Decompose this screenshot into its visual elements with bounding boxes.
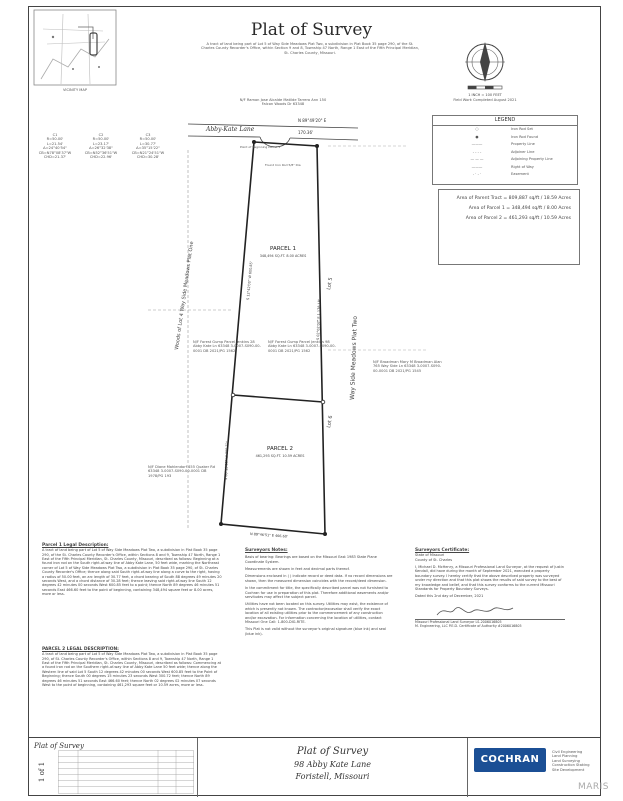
road-bearing: N 89°49'20" E [298, 118, 327, 123]
watermark: MARIS [577, 782, 609, 792]
legend-title: LEGEND [433, 116, 577, 126]
note-item: In the commitment for title, the specifically described parcel was not furnished to Cochran for use in preparation of this plat. Therefore additional easements and/or servitudes may affect the subject parcel. [245, 586, 389, 600]
surveyors-certificate [415, 548, 565, 628]
field-date-note: Field Work Completed August 2021 [453, 98, 517, 102]
legend-symbol: - · - · [472, 172, 482, 176]
curve-value: Δ=26°32'38" [89, 146, 113, 151]
curve-value: R=50.00' [92, 137, 110, 142]
curve-value: CHD=30.28' [136, 155, 160, 160]
note-item: This Plat is not valid without the surveyor's original signature (blue ink) and seal (blue ink). [245, 627, 386, 636]
curve-value: R=50.00' [139, 137, 157, 142]
sheet-number: 1 of 1 [38, 761, 46, 783]
legend-row [433, 134, 577, 142]
lot-5-label: Lot 5 [326, 276, 335, 291]
legend-symbol: ——— [471, 164, 483, 169]
service-item: Civil Engineering [552, 750, 583, 754]
surveyors-notes-heading: Surveyors Notes: [245, 548, 288, 553]
firm-logo [474, 748, 546, 772]
parcel-1-description-body: A tract of land being part of Lot 5 of Way Side Meadows Plat Two, a subdivision in Plat Book 35 page 290, of the St. Charles County Recorder's Office, within Sections 8 and 9, Township 47 North, Range 1 East of the Fifth Principal Meridian, St. Charles County, Missouri, described as follows: Beginning at a found iron rod on the South right-of-way line of Abby Kate Lane, 50 feet wide, marking the Northeast corner of Lot 5 of Way Side Meadows Plat Two, a subdivision in Plat Book 35 page 290, of St. Charles County Recorder's Office; thence along said South right-of-way line along a curve to the right, having a radius of 50.00 feet, an arc length of 30.77 feet, a chord bearing of South 88 degrees 49 minutes 20 seconds West, and a chord distance of 30.28 feet; thence leaving said right-of-way line South 12 degrees 42 minutes 00 seconds West 600.85 feet to a point; thence North 89 degrees 46 minutes 51 seconds East 466.60 feet to the point of beginning, containing 348,494 square feet or 8.00 acres, more or less. [42, 548, 222, 597]
service-item: Construction Staking [552, 763, 590, 768]
curve-value: L=21.54' [46, 141, 64, 146]
legend-symbol: ——— [471, 142, 483, 146]
title-block-main-cell [198, 738, 468, 797]
curve-value: CHD=22.96' [89, 155, 113, 160]
curve-value: R=50.00' [46, 137, 64, 142]
parcel-2-description [42, 647, 222, 687]
legend-symbol: - - - - [472, 149, 482, 154]
legend-row [433, 141, 577, 149]
parcel-2-description-body: A tract of land being part of Lot 5 of Way Side Meadows Plat Two, a subdivision in Plat Book 35 page 290, of St. Charles County Recorder's Office, within Sections 8 and 9, Township 47 North, Range 1 East of the Fifth Principal Meridian, St. Charles County, Missouri, described as follows: Commencing at a found iron rod on the Southern right-of-way line of Abby Kate Lane 50 feet wide; thence along the Western line of said Lot 5 South 12 degrees 42 minutes 00 seconds West 600.85 feet to the Point of Beginning; thence South 00 degrees 15 minutes 23 seconds West 300.72 feet; thence North 89 degrees 46 minutes 51 seconds East 466.60 feet; thence North 02 degrees 02 minutes 07 seconds West to the point of beginning, containing 461,293 square feet or 10.59 acres, more or less. [42, 652, 221, 688]
curve-id: C1 [52, 133, 58, 137]
certificate-date: Dated this 2nd day of December, 2021 [415, 594, 484, 599]
title-block-title: Plat of Survey [296, 746, 369, 757]
parcel-1-area: 348,494 SQ.FT. 8.00 ACRES [259, 254, 307, 258]
legend-label: Property Line [511, 142, 535, 146]
adjoiner-note: N/F Broadman Mary M Broadman Alan 765 Way Side Ln 63348 3-0007-S090-00-0001 DB 2021/PG 1545 [373, 360, 442, 373]
service-item: Land Planning [552, 754, 578, 759]
intro-note: A tract of land being part of Lot 5 of Way Side Meadows Plat Two, a subdivision in Plat Book 35 page 290, of the St. Charles County Recorder's Office, within Section 9 and 8, Township 47 North, Range 1 East of the Fifth Principal Meridian, St. Charles County, Missouri. [200, 42, 420, 55]
surveyors-notes [245, 548, 395, 636]
curve-id: C3 [145, 133, 151, 137]
vicinity-map [33, 9, 117, 93]
parcel-2-description-heading: PARCEL 2 LEGAL DESCRIPTION: [42, 647, 119, 652]
parcel-1-description [42, 543, 222, 597]
note-item: Dimensions enclosed in ( ) indicate record or deed data. If no record dimensions are shown, then the measured dimension coincides with the record/deed dimension. [245, 574, 393, 583]
area-summary-box [438, 189, 580, 265]
bearing-west-lower: S 00°15'23" W 300.72' [224, 441, 230, 481]
note-item: Basis of bearing: Bearings are based on the Missouri East 1983 State Plane Coordinate System. [245, 555, 377, 564]
adjoiner-note: N/F Diane Mahlendorf 455 Quaker Rd 63348 3-0007-S090-00-0001 DB 1978/PG 193 [148, 465, 216, 478]
curve-value: Δ=35°15'22" [136, 146, 160, 151]
vicinity-map-label: VICINITY MAP [62, 88, 88, 92]
service-item: Land Surveying [552, 758, 580, 763]
title-block-sheet-cell [28, 738, 198, 797]
title-block-address: 98 Abby Kate Lane [293, 760, 371, 769]
curve-value: CHD=21.37' [43, 155, 67, 160]
bearing-west-upper: S 12°42'00" W 600.85' [246, 261, 254, 301]
legend-row [433, 171, 577, 179]
legend-label: Adjoiner Line [511, 149, 535, 154]
certificate-body: I, Michael D. McHenry, a Missouri Professional Land Surveyor, at the request of Justin Kendall, did have during the month of September 2021, executed a property boundary survey. I hereby certify that the above described property was surveyed under my direction and that this plat shows the results of said survey to the best of my knowledge and belief, and that this survey conforms to the current Missouri Standards for Property Boundary Surveys. [415, 565, 564, 592]
certificate-state: State of Missouri [415, 553, 445, 558]
owner-top: N/F Ramon Jose Alcalde Matilde Tarrero Ann 150 Falcon Woods Dr 63348 [239, 98, 327, 107]
certificate-signer: Missouri Professional Land Surveyor LS-2006016805 [415, 619, 565, 624]
bearing-south: N 89°46'51" E 466.60' [249, 532, 288, 539]
certificate-county: County of St. Charles [415, 557, 453, 562]
legend-box [432, 115, 578, 185]
adjoiner-note: N/F Forest Gump Parcel Jenkins 28 Abby Kate Ln 63348 3-0007-S090-00-0001 DB 2021/PG 1562 [193, 340, 261, 353]
legend-label: Iron Rod Found [511, 134, 539, 139]
bearing-east: S 02°02'07" E 1,178.18' [316, 299, 322, 341]
left-plat-label: Woods of Lot 4 Way Side Meadows Plat One [174, 241, 196, 351]
firm-name: COCHRAN [480, 754, 540, 765]
parcel-1-label: PARCEL 1 [270, 246, 296, 252]
revision-grid [58, 750, 194, 794]
parcel-2-label: PARCEL 2 [267, 446, 293, 452]
legend-label: Adjoining Property Line [511, 157, 553, 161]
legend-symbol: — — — [470, 157, 484, 161]
plat-title: Plat of Survey [250, 20, 373, 40]
legend-row [433, 156, 577, 164]
firm-services [552, 750, 598, 772]
right-plat-label: Way Side Meadows Plat Two [349, 315, 359, 401]
title-block-city: Foristell, Missouri [295, 772, 370, 781]
curve-value: CB=N52°36'51"W [84, 150, 118, 155]
parcel-1-description-heading: Parcel 1 Legal Description: [42, 543, 109, 548]
legend-symbol: ● [475, 134, 479, 139]
curve-value: L=30.77' [139, 141, 157, 146]
legend-row [433, 164, 577, 172]
surveyor-signature [435, 603, 515, 619]
legend-symbol: ○ [475, 127, 479, 131]
service-item: Site Development [552, 767, 585, 772]
parcel-2-area: 461,293 SQ.FT. 10.59 ACRES [255, 454, 305, 458]
note-item: Measurements are shown in feet and decimal parts thereof. [245, 567, 350, 572]
certificate-firm: M. Engineering, LLC P.E.D. Certificate of Authority #2006016805 [415, 624, 522, 629]
legend-label: Iron Rod Set [511, 127, 533, 131]
area-parent: Area of Parent Tract = 809,887 sq/ft / 18.59 Acres [456, 196, 571, 201]
legend-label: Right of Way [511, 164, 534, 169]
curve-value: L=23.17' [92, 141, 110, 146]
area-parcel-1: Area of Parcel 1 = 348,494 sq/ft / 8.00 Acres [468, 206, 571, 211]
area-parcel-2: Area of Parcel 2 = 461,293 sq/ft / 10.59 Acres [465, 216, 571, 221]
curve-value: CB=N21°24'51"W [131, 150, 165, 155]
point-of-beginning: Point of Beginning Parcel 1 [240, 145, 281, 149]
adjoiner-note: N/F Forest Gump Parcel Jenkins 98 Abby Kate Ln 63348 3-0007-S090-00-0001 DB 2021/PG 1562 [268, 340, 336, 353]
notes-section [30, 543, 593, 731]
found-iron-note: Found Iron Rod 5/8" Dia [265, 163, 301, 167]
note-item: Utilities have not been located on this survey. Utilities may exist, the existence of which is presently not known. The contractor/excavator shall verify the exact location of all existing utilities prior to the commencement of any construction and/or excavation. For information concerning the location of utilities, contact Missouri One Call: 1-800-DIG-RITE. [245, 602, 388, 625]
curve-value: CB=N78°08'37"W [38, 150, 72, 155]
lot-6-label: Lot 6 [326, 414, 335, 429]
road-name: Abby-Kate Lane [206, 126, 255, 133]
curve-id: C2 [98, 133, 104, 137]
survey-drawing [28, 110, 448, 550]
scale-text: 1 INCH = 100 FEET [468, 93, 502, 97]
legend-label: Easement [511, 172, 529, 176]
legend-row [433, 149, 577, 157]
curve-value: Δ=24°40'54" [43, 146, 67, 151]
legend-row [433, 126, 577, 134]
title-block [28, 737, 601, 797]
certificate-heading: Surveyors Certificate: [415, 548, 470, 553]
road-distance: 170.36' [298, 130, 314, 135]
title-block-box-label: Plat of Survey [34, 742, 84, 750]
